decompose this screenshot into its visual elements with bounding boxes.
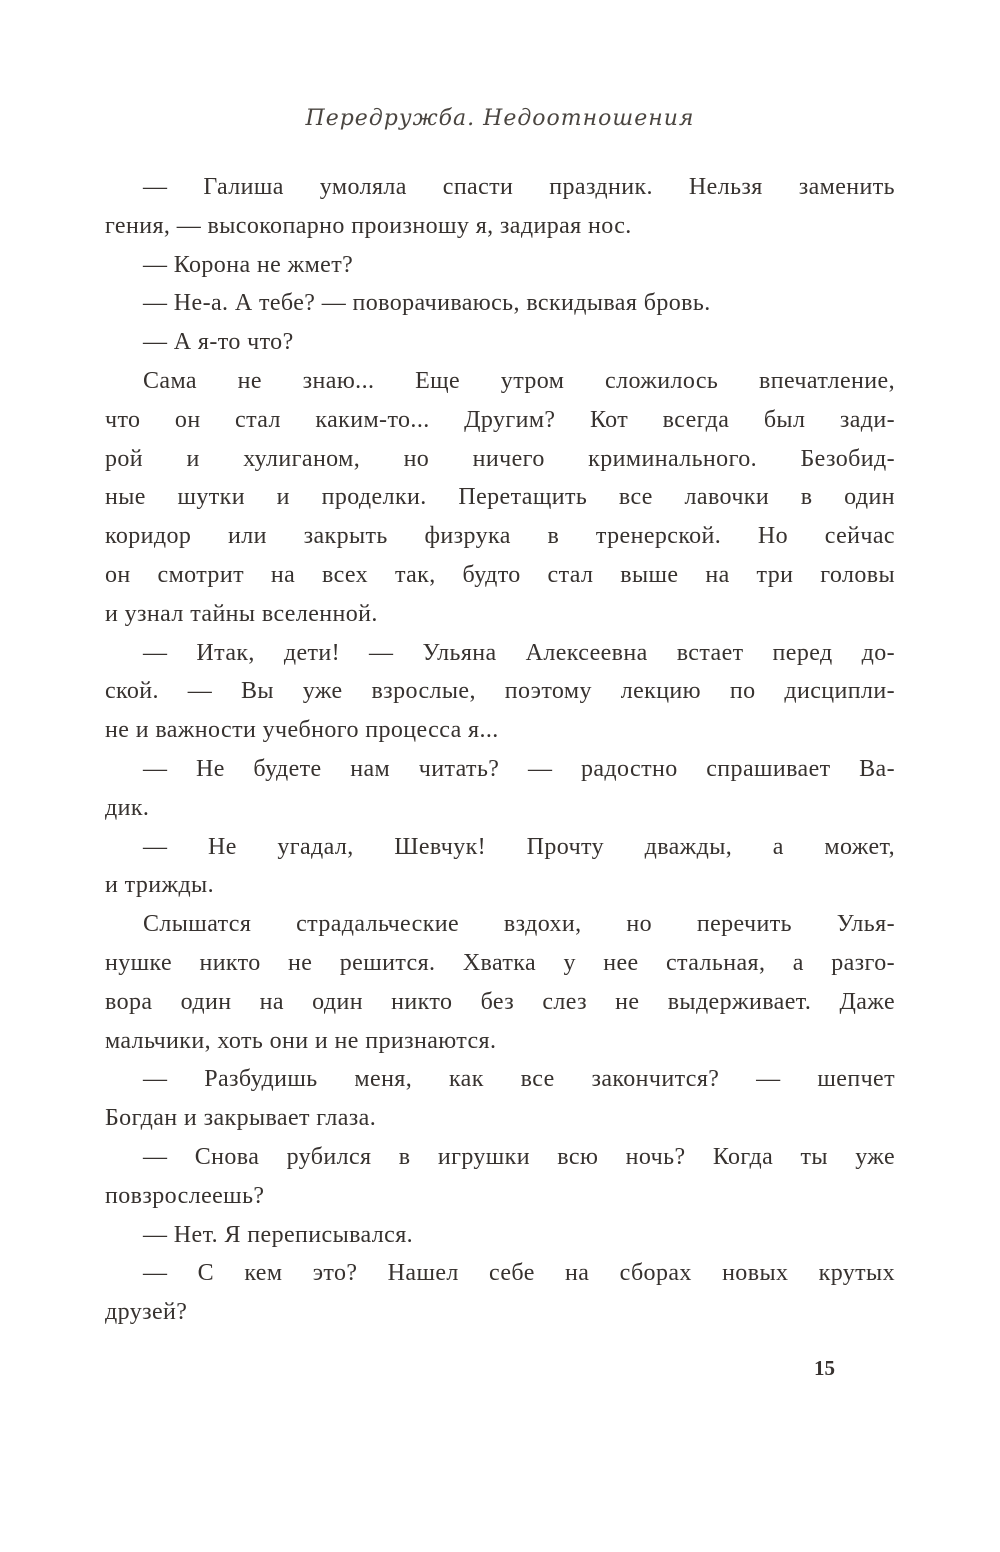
text-line: нушке никто не решится. Хватка у нее стальная, а разго- — [105, 949, 895, 976]
paragraph — [105, 323, 895, 362]
text-line: — Итак, дети! — Ульяна Алексеевна встает перед до- — [143, 639, 895, 666]
text-line: и трижды. — [105, 872, 214, 899]
text-line: — Галиша умоляла спасти праздник. Нельзя заменить — [143, 174, 895, 200]
paragraph — [105, 1254, 895, 1332]
paragraph — [105, 1138, 895, 1216]
text-line: — Не угадал, Шевчук! Прочту дважды, а может, — [143, 833, 895, 860]
text-line: коридор или закрыть физрука в тренерской. Но сейчас — [105, 523, 895, 550]
page-body — [105, 168, 895, 1332]
paragraph — [105, 750, 895, 828]
text-line: — Нет. Я переписывался. — [143, 1221, 414, 1248]
paragraph — [105, 284, 895, 323]
text-line: — Корона не жмет? — [143, 251, 354, 278]
text-line: — Не-а. А тебе? — поворачиваюсь, вскидывая бровь. — [143, 290, 711, 317]
text-line: Сама не знаю... Еще утром сложилось впечатление, — [143, 367, 895, 394]
text-line: и узнал тайны вселенной. — [105, 600, 378, 627]
paragraph — [105, 634, 895, 750]
text-line: не и важности учебного процесса я... — [105, 717, 499, 744]
text-line: вора один на один никто без слез не выдерживает. Даже — [105, 988, 895, 1015]
text-line: рой и хулиганом, но ничего криминального. Безобид- — [105, 445, 895, 472]
text-line: Богдан и закрывает глаза. — [105, 1105, 377, 1132]
running-header: Передружба. Недоотношения — [305, 106, 695, 131]
text-line: — А я-то что? — [143, 329, 294, 356]
page-number: 15 — [814, 1356, 835, 1380]
paragraph — [105, 1060, 895, 1138]
text-line: что он стал каким-то... Другим? Кот всегда был зади- — [105, 406, 895, 433]
text-line: ской. — Вы уже взрослые, поэтому лекцию по дисципли- — [105, 678, 895, 705]
paragraph — [105, 168, 895, 246]
text-line: гения, — высокопарно произношу я, задирая нос. — [105, 212, 632, 239]
text-line: друзей? — [105, 1299, 188, 1326]
text-line: повзрослеешь? — [105, 1182, 265, 1209]
text-line: — Не будете нам читать? — радостно спрашивает Ва- — [143, 755, 895, 782]
text-line: — Снова рубился в игрушки всю ночь? Когда ты уже — [143, 1143, 895, 1170]
text-line: Слышатся страдальческие вздохи, но перечить Улья- — [143, 911, 895, 938]
text-line: ные шутки и проделки. Перетащить все лавочки в один — [105, 484, 895, 511]
text-line: — С кем это? Нашел себе на сборах новых крутых — [143, 1260, 895, 1287]
text-line: он смотрит на всех так, будто стал выше на три головы — [105, 561, 895, 588]
paragraph — [105, 905, 895, 1060]
text-line: мальчики, хоть они и не признаются. — [105, 1027, 497, 1054]
text-line: — Разбудишь меня, как все закончится? — шепчет — [143, 1066, 895, 1093]
paragraph — [105, 1216, 895, 1255]
paragraph — [105, 828, 895, 906]
text-line: дик. — [105, 794, 150, 821]
paragraph — [105, 362, 895, 634]
paragraph — [105, 246, 895, 285]
